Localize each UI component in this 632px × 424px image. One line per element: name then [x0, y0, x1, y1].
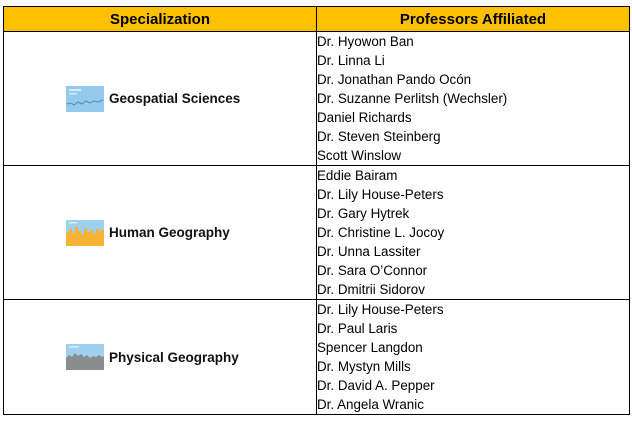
professors-cell — [317, 32, 630, 166]
physical-geography-thumbnail-icon — [66, 344, 104, 370]
professor-name: Dr. Linna Li — [317, 53, 385, 68]
professor-name: Dr. Sara O’Connor — [317, 263, 428, 278]
professor-name: Dr. Suzanne Perlitsh (Wechsler) — [317, 91, 508, 106]
professor-name: Dr. Christine L. Jocoy — [317, 225, 445, 240]
professor-name: Eddie Bairam — [317, 168, 398, 183]
professor-name: Dr. Steven Steinberg — [317, 129, 441, 144]
professor-name: Dr. Mystyn Mills — [317, 359, 411, 374]
table-row — [4, 166, 630, 300]
table-row — [4, 300, 630, 415]
professor-name: Dr. Paul Laris — [317, 321, 398, 336]
professor-name: Spencer Langdon — [317, 340, 423, 355]
professors-cell — [317, 300, 630, 415]
professor-name: Daniel Richards — [317, 110, 412, 125]
specialization-table — [3, 6, 630, 415]
geospatial-thumbnail-icon — [66, 86, 104, 112]
specialization-cell — [4, 32, 317, 166]
table-row — [4, 32, 630, 166]
professor-name: Dr. Lily House-Peters — [317, 187, 444, 202]
professors-cell — [317, 166, 630, 300]
specialization-header: Specialization — [4, 7, 317, 32]
specialization-cell — [4, 166, 317, 300]
professor-name: Scott Winslow — [317, 148, 402, 163]
specialization-name: Geospatial Sciences — [109, 91, 241, 106]
table-header-row — [4, 7, 630, 32]
professor-name: Dr. Dmitrii Sidorov — [317, 282, 425, 297]
specialization-name: Physical Geography — [109, 349, 239, 365]
professor-name: Dr. Gary Hytrek — [317, 206, 410, 221]
specialization-cell — [4, 300, 317, 415]
human-geography-thumbnail-icon — [66, 220, 104, 246]
professor-name: Dr. Lily House-Peters — [317, 302, 444, 317]
professor-name: Dr. Jonathan Pando Ocón — [317, 72, 472, 87]
professor-name: Dr. David A. Pepper — [317, 378, 435, 393]
professors-header: Professors Affiliated — [317, 7, 630, 32]
professor-name: Dr. Angela Wranic — [317, 397, 424, 412]
specialization-name: Human Geography — [109, 225, 230, 240]
professor-name: Dr. Unna Lassiter — [317, 244, 421, 259]
professor-name: Dr. Hyowon Ban — [317, 34, 414, 49]
